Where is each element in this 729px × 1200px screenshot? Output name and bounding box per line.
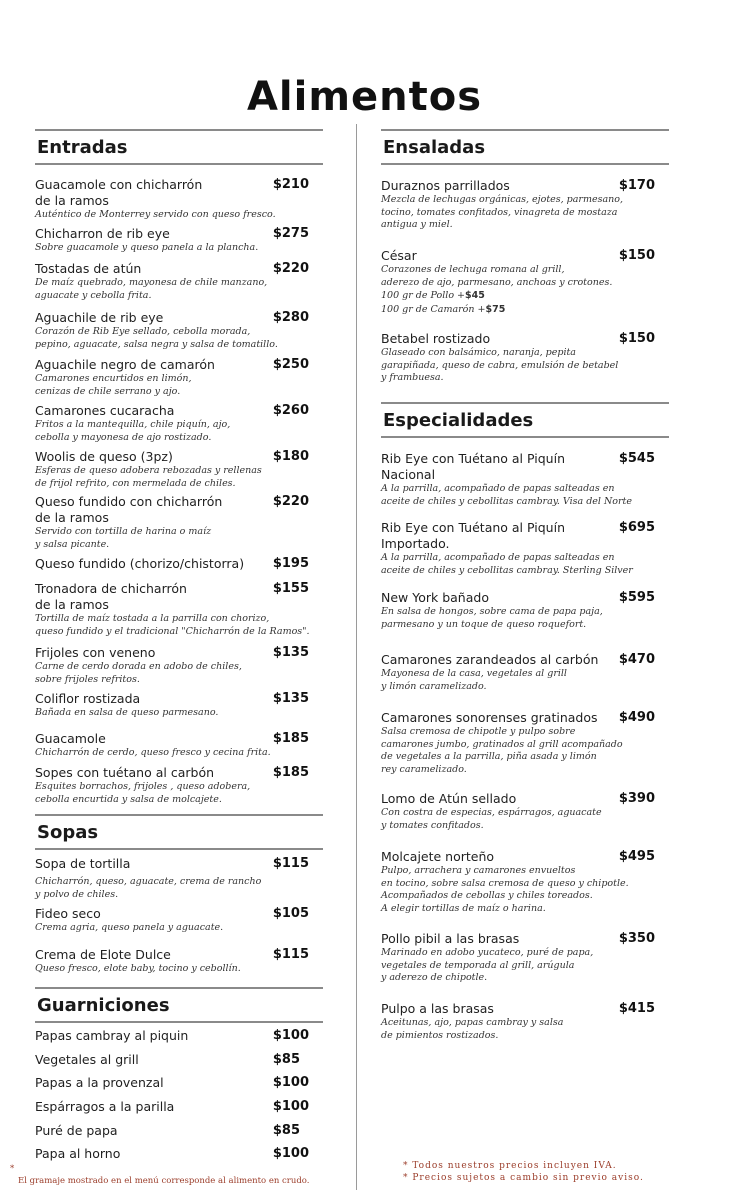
item-name: Tronadora de chicharrón de la ramos xyxy=(35,581,187,612)
menu-item xyxy=(35,403,323,444)
item-name: Guacamole con chicharrón de la ramos xyxy=(35,177,203,208)
side-item xyxy=(35,1071,323,1095)
item-name: New York bañado xyxy=(381,590,489,605)
item-name: Sopes con tuétano al carbón xyxy=(35,765,215,780)
item-name: Espárragos a la parilla xyxy=(35,1099,175,1114)
item-description: Chicharrón de cerdo, queso fresco y cecina frita. xyxy=(35,747,271,758)
item-price: $105 xyxy=(272,906,309,921)
item-price: $250 xyxy=(272,357,309,372)
item-description: Servido con tortilla de harina o maíz y salsa picante. xyxy=(35,526,212,550)
menu-item xyxy=(381,849,669,915)
item-name: Sopa de tortilla xyxy=(35,856,131,871)
item-name: Queso fundido (chorizo/chistorra) xyxy=(35,556,245,571)
menu-item xyxy=(381,791,669,832)
menu-item xyxy=(381,451,669,508)
section-heading-entradas xyxy=(35,129,323,165)
menu-item xyxy=(381,590,669,631)
item-price: $220 xyxy=(272,494,309,509)
right-column xyxy=(381,0,669,1200)
item-price: $100 xyxy=(272,1146,309,1161)
menu-item xyxy=(35,449,323,490)
menu-item xyxy=(381,652,669,693)
item-price: $100 xyxy=(272,1028,309,1043)
item-price: $595 xyxy=(618,590,655,605)
item-price: $275 xyxy=(272,226,309,241)
item-description: Corazón de Rib Eye sellado, cebolla morada, pepino, aguacate, salsa negra y salsa de tomatillo. xyxy=(35,326,278,350)
item-description: De maíz quebrado, mayonesa de chile manzano, aguacate y cebolla frita. xyxy=(35,277,268,301)
side-item xyxy=(35,1024,323,1048)
item-price: $350 xyxy=(618,931,655,946)
menu-item xyxy=(35,261,323,302)
page-title: Alimentos xyxy=(246,74,483,120)
item-price: $280 xyxy=(272,310,309,325)
item-name: Camarones sonorenses gratinados xyxy=(381,710,598,725)
item-description: En salsa de hongos, sobre cama de papa paja, parmesano y un toque de queso roquefort. xyxy=(381,606,603,630)
item-name: Papas a la provenzal xyxy=(35,1075,164,1090)
item-price: $185 xyxy=(272,765,309,780)
side-item xyxy=(35,1119,323,1143)
menu-item xyxy=(381,331,669,385)
section-heading-ensaladas xyxy=(381,129,669,165)
item-price: $115 xyxy=(272,856,309,871)
item-price: $85 xyxy=(272,1052,300,1067)
item-price: $85 xyxy=(272,1123,300,1138)
menu-item xyxy=(35,357,323,398)
section-heading-sopas xyxy=(35,814,323,850)
menu-item xyxy=(381,931,669,985)
menu-item xyxy=(35,947,323,976)
menu-item xyxy=(35,691,323,720)
item-price: $150 xyxy=(618,331,655,346)
menu-item xyxy=(35,581,323,638)
item-name: Molcajete norteño xyxy=(381,849,495,864)
item-description: Tortilla de maíz tostada a la parrilla con chorizo, queso fundido y el tradicional "Chicharrón de la Ramos". xyxy=(35,613,310,637)
item-description: Con costra de especias, espárragos, aguacate y tomates confitados. xyxy=(381,807,602,831)
item-price: $100 xyxy=(272,1075,309,1090)
section-title: Sopas xyxy=(37,822,99,843)
menu-item xyxy=(35,856,323,901)
extra-price: $45 xyxy=(465,290,485,301)
section-title: Ensaladas xyxy=(383,137,486,158)
item-price: $390 xyxy=(618,791,655,806)
item-description: Aceitunas, ajo, papas cambray y salsa de pimientos rostizados. xyxy=(381,1017,564,1041)
item-description: Crema agria, queso panela y aguacate. xyxy=(35,922,224,933)
item-name: Pulpo a las brasas xyxy=(381,1001,494,1016)
item-price: $195 xyxy=(272,556,309,571)
item-name: Betabel rostizado xyxy=(381,331,491,346)
item-name: Pollo pibil a las brasas xyxy=(381,931,520,946)
item-name: Tostadas de atún xyxy=(35,261,142,276)
item-price: $150 xyxy=(618,248,655,263)
menu-item xyxy=(35,645,323,686)
item-name: Woolis de queso (3pz) xyxy=(35,449,173,464)
item-name: Camarones zarandeados al carbón xyxy=(381,652,599,667)
extra-price: $75 xyxy=(485,304,506,315)
item-name: Coliflor rostizada xyxy=(35,691,141,706)
item-description: Corazones de lechuga romana al grill, aderezo de ajo, parmesano, anchoas y crotones. xyxy=(381,264,613,288)
item-description: Fritos a la mantequilla, chile piquín, ajo, cebolla y mayonesa de ajo rostizado. xyxy=(35,419,231,443)
item-name: Papas cambray al piquin xyxy=(35,1028,189,1043)
item-description: Mezcla de lechugas orgánicas, ejotes, parmesano, tocino, tomates confitados, vinagreta de mostaza antigua y miel. xyxy=(381,194,623,230)
extra-label: 100 gr de Camarón + xyxy=(381,304,486,315)
item-name: Aguachile negro de camarón xyxy=(35,357,215,372)
section-heading-especialidades xyxy=(381,402,669,438)
item-name: Fideo seco xyxy=(35,906,101,921)
item-description: Esferas de queso adobera rebozadas y rellenas de frijol refrito, con mermelada de chiles. xyxy=(35,465,262,489)
item-description: Bañada en salsa de queso parmesano. xyxy=(35,707,219,718)
item-name: Papa al horno xyxy=(35,1146,121,1161)
item-name: Aguachile de rib eye xyxy=(35,310,164,325)
section-title: Especialidades xyxy=(383,410,534,431)
item-name: Queso fundido con chicharrón de la ramos xyxy=(35,494,223,525)
menu-item xyxy=(35,556,323,572)
item-name: Rib Eye con Tuétano al Piquín Nacional xyxy=(381,451,565,482)
item-description: Chicharrón, queso, aguacate, crema de rancho y polvo de chiles. xyxy=(35,876,262,900)
item-price: $155 xyxy=(272,581,309,596)
item-price: $415 xyxy=(618,1001,655,1016)
item-description: Auténtico de Monterrey servido con queso fresco. xyxy=(35,209,276,220)
item-description: Queso fresco, elote baby, tocino y cebollín. xyxy=(35,963,241,974)
menu-item xyxy=(35,494,323,551)
side-item xyxy=(35,1048,323,1072)
menu-item xyxy=(381,178,669,232)
menu-item xyxy=(381,710,669,776)
item-description: Mayonesa de la casa, vegetales al grill y limón caramelizado. xyxy=(381,668,567,692)
item-description: Salsa cremosa de chipotle y pulpo sobre camarones jumbo, gratinados al grill acompañado de vegetales a la parrilla, piña asada y limón rey caramelizado. xyxy=(381,726,623,775)
footnote-text: El gramaje mostrado en el menú corresponde al alimento en crudo. xyxy=(18,1176,310,1186)
item-description: Sobre guacamole y queso panela a la plancha. xyxy=(35,242,259,253)
menu-item xyxy=(381,248,669,317)
item-extra xyxy=(381,289,669,303)
item-price: $115 xyxy=(272,947,309,962)
item-price: $135 xyxy=(272,645,309,660)
item-price: $490 xyxy=(618,710,655,725)
item-name: Camarones cucaracha xyxy=(35,403,175,418)
item-name: Chicharron de rib eye xyxy=(35,226,170,241)
item-description: Camarones encurtidos en limón, cenizas de chile serrano y ajo. xyxy=(35,373,192,397)
item-extra xyxy=(381,303,669,317)
item-price: $695 xyxy=(618,520,655,535)
item-price: $100 xyxy=(272,1099,309,1114)
item-description: Pulpo, arrachera y camarones envueltos en tocino, sobre salsa cremosa de queso y chipotle. Acompañados de cebollas y chiles toreados. A elegir tortillas de maíz o harina. xyxy=(381,865,629,914)
menu-item xyxy=(381,1001,669,1042)
item-price: $495 xyxy=(618,849,655,864)
menu-item xyxy=(381,520,669,577)
item-price: $545 xyxy=(618,451,655,466)
menu-item xyxy=(35,765,323,806)
item-name: Vegetales al grill xyxy=(35,1052,139,1067)
side-item xyxy=(35,1095,323,1119)
item-price: $170 xyxy=(618,178,655,193)
item-name: Guacamole xyxy=(35,731,106,746)
section-heading-guarniciones xyxy=(35,987,323,1023)
item-name: Duraznos parrillados xyxy=(381,178,510,193)
extra-label: 100 gr de Pollo + xyxy=(381,290,466,301)
menu-item xyxy=(35,310,323,351)
item-price: $185 xyxy=(272,731,309,746)
item-description: Carne de cerdo dorada en adobo de chiles, sobre frijoles refritos. xyxy=(35,661,242,685)
item-name: Crema de Elote Dulce xyxy=(35,947,171,962)
item-name: César xyxy=(381,248,417,263)
item-price: $470 xyxy=(618,652,655,667)
item-price: $135 xyxy=(272,691,309,706)
section-title: Guarniciones xyxy=(37,995,170,1016)
item-name: Lomo de Atún sellado xyxy=(381,791,517,806)
menu-item xyxy=(35,177,323,222)
item-description: Glaseado con balsámico, naranja, pepita garapiñada, queso de cabra, emulsión de betabel y frambuesa. xyxy=(381,347,619,383)
menu-item xyxy=(35,226,323,255)
footnote-raw-weight xyxy=(10,1163,309,1187)
item-price: $220 xyxy=(272,261,309,276)
item-name: Rib Eye con Tuétano al Piquín Importado. xyxy=(381,520,565,551)
item-price: $260 xyxy=(272,403,309,418)
item-description: A la parrilla, acompañado de papas salteadas en aceite de chiles y cebollitas cambray. Visa del Norte xyxy=(381,483,632,507)
footnote-iva: * Todos nuestros precios incluyen IVA. xyxy=(403,1161,617,1171)
menu-item xyxy=(35,906,323,935)
footnote-prices xyxy=(403,1160,644,1184)
item-price: $210 xyxy=(272,177,309,192)
footnote-change: * Precios sujetos a cambio sin previo aviso. xyxy=(403,1173,644,1183)
section-title: Entradas xyxy=(37,137,128,158)
left-column xyxy=(35,0,323,1200)
footnote-marker: * xyxy=(10,1164,15,1174)
item-price: $180 xyxy=(272,449,309,464)
item-name: Puré de papa xyxy=(35,1123,118,1138)
item-description: A la parrilla, acompañado de papas salteadas en aceite de chiles y cebollitas cambray. Sterling Silver xyxy=(381,552,633,576)
item-description: Marinado en adobo yucateco, puré de papa, vegetales de temporada al grill, arúgula y aderezo de chipotle. xyxy=(381,947,594,983)
menu-item xyxy=(35,731,323,760)
item-name: Frijoles con veneno xyxy=(35,645,156,660)
item-description: Esquites borrachos, frijoles , queso adobera, cebolla encurtida y salsa de molcajete. xyxy=(35,781,251,805)
column-divider xyxy=(356,124,357,1190)
